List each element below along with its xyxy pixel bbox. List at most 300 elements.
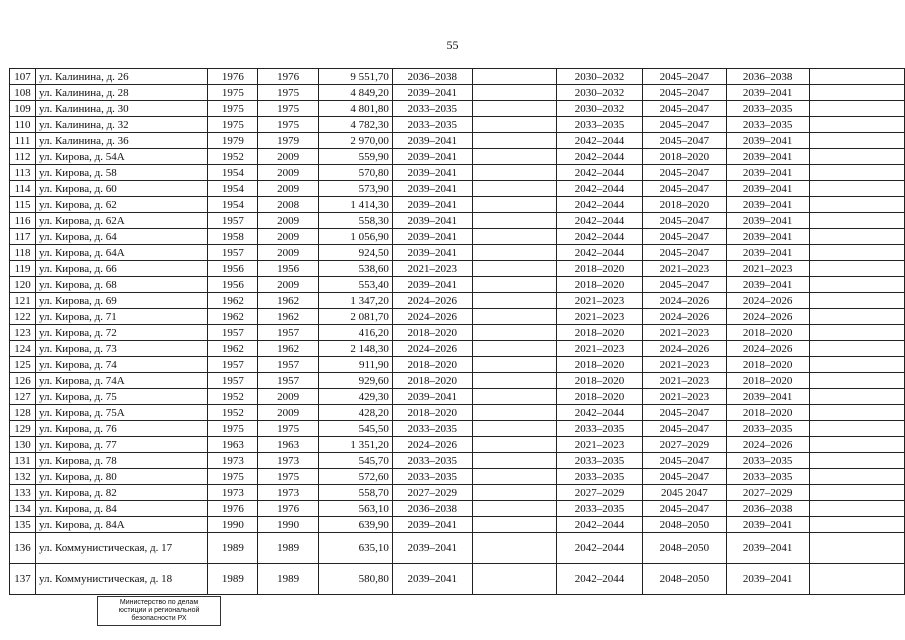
year-renovated-cell: 1956	[258, 261, 319, 277]
year-renovated-cell: 1957	[258, 357, 319, 373]
period-1-cell: 2039–2041	[392, 85, 472, 101]
address-cell: ул. Кирова, д. 64	[35, 229, 207, 245]
table-row	[10, 261, 905, 277]
address-cell: ул. Калинина, д. 30	[35, 101, 207, 117]
row-number-cell: 130	[10, 437, 36, 453]
table-row	[10, 197, 905, 213]
year-built-cell: 1973	[208, 485, 258, 501]
period-2-cell	[472, 101, 556, 117]
row-number-cell: 129	[10, 421, 36, 437]
period-4-cell: 2045–2047	[642, 501, 726, 517]
period-6-cell	[809, 405, 904, 421]
year-built-cell: 1975	[208, 421, 258, 437]
period-3-cell: 2042–2044	[557, 229, 643, 245]
period-5-cell: 2018–2020	[726, 405, 809, 421]
period-1-cell: 2018–2020	[392, 405, 472, 421]
period-5-cell: 2033–2035	[726, 117, 809, 133]
period-6-cell	[809, 373, 904, 389]
row-number-cell: 123	[10, 325, 36, 341]
period-5-cell: 2024–2026	[726, 437, 809, 453]
ministry-stamp	[97, 596, 221, 626]
area-cell: 545,70	[319, 453, 393, 469]
year-renovated-cell: 1975	[258, 85, 319, 101]
row-number-cell: 115	[10, 197, 36, 213]
year-built-cell: 1990	[208, 517, 258, 533]
period-1-cell: 2039–2041	[392, 389, 472, 405]
period-3-cell: 2033–2035	[557, 501, 643, 517]
period-3-cell: 2033–2035	[557, 421, 643, 437]
period-3-cell: 2033–2035	[557, 117, 643, 133]
year-built-cell: 1976	[208, 501, 258, 517]
address-cell: ул. Кирова, д. 75	[35, 389, 207, 405]
period-5-cell: 2039–2041	[726, 85, 809, 101]
period-2-cell	[472, 325, 556, 341]
period-1-cell: 2033–2035	[392, 117, 472, 133]
period-6-cell	[809, 69, 904, 85]
period-5-cell: 2039–2041	[726, 229, 809, 245]
period-6-cell	[809, 213, 904, 229]
year-renovated-cell: 1973	[258, 485, 319, 501]
period-3-cell: 2042–2044	[557, 165, 643, 181]
period-5-cell: 2039–2041	[726, 181, 809, 197]
row-number-cell: 118	[10, 245, 36, 261]
area-cell: 563,10	[319, 501, 393, 517]
year-built-cell: 1957	[208, 325, 258, 341]
period-4-cell: 2045–2047	[642, 405, 726, 421]
table-row	[10, 101, 905, 117]
period-3-cell: 2042–2044	[557, 133, 643, 149]
year-built-cell: 1954	[208, 197, 258, 213]
address-cell: ул. Кирова, д. 73	[35, 341, 207, 357]
year-renovated-cell: 1975	[258, 117, 319, 133]
table-row	[10, 213, 905, 229]
period-2-cell	[472, 533, 556, 564]
period-3-cell: 2042–2044	[557, 149, 643, 165]
period-1-cell: 2033–2035	[392, 101, 472, 117]
area-cell: 553,40	[319, 277, 393, 293]
period-1-cell: 2036–2038	[392, 69, 472, 85]
year-renovated-cell: 2009	[258, 181, 319, 197]
table-row	[10, 245, 905, 261]
period-5-cell: 2039–2041	[726, 133, 809, 149]
year-renovated-cell: 2009	[258, 405, 319, 421]
year-built-cell: 1962	[208, 309, 258, 325]
row-number-cell: 113	[10, 165, 36, 181]
address-cell: ул. Кирова, д. 84	[35, 501, 207, 517]
period-4-cell: 2045–2047	[642, 181, 726, 197]
period-1-cell: 2036–2038	[392, 501, 472, 517]
address-cell: ул. Калинина, д. 26	[35, 69, 207, 85]
address-cell: ул. Кирова, д. 62	[35, 197, 207, 213]
period-1-cell: 2039–2041	[392, 149, 472, 165]
year-built-cell: 1975	[208, 101, 258, 117]
period-3-cell: 2018–2020	[557, 325, 643, 341]
period-3-cell: 2042–2044	[557, 533, 643, 564]
row-number-cell: 124	[10, 341, 36, 357]
period-6-cell	[809, 501, 904, 517]
year-built-cell: 1975	[208, 469, 258, 485]
period-6-cell	[809, 133, 904, 149]
row-number-cell: 108	[10, 85, 36, 101]
period-2-cell	[472, 341, 556, 357]
year-renovated-cell: 1962	[258, 293, 319, 309]
table-row	[10, 485, 905, 501]
period-1-cell: 2039–2041	[392, 533, 472, 564]
period-5-cell: 2021–2023	[726, 261, 809, 277]
year-renovated-cell: 2009	[258, 389, 319, 405]
area-cell: 9 551,70	[319, 69, 393, 85]
area-cell: 2 148,30	[319, 341, 393, 357]
address-cell: ул. Кирова, д. 60	[35, 181, 207, 197]
housing-register-table	[9, 68, 905, 595]
address-cell: ул. Кирова, д. 82	[35, 485, 207, 501]
period-2-cell	[472, 293, 556, 309]
period-5-cell: 2036–2038	[726, 69, 809, 85]
area-cell: 558,70	[319, 485, 393, 501]
row-number-cell: 122	[10, 309, 36, 325]
table-row	[10, 149, 905, 165]
row-number-cell: 132	[10, 469, 36, 485]
period-3-cell: 2021–2023	[557, 293, 643, 309]
page-number: 55	[446, 38, 459, 52]
period-4-cell: 2045–2047	[642, 421, 726, 437]
period-2-cell	[472, 197, 556, 213]
row-number-cell: 107	[10, 69, 36, 85]
area-cell: 4 801,80	[319, 101, 393, 117]
period-6-cell	[809, 117, 904, 133]
period-1-cell: 2018–2020	[392, 357, 472, 373]
period-4-cell: 2045–2047	[642, 277, 726, 293]
period-5-cell: 2039–2041	[726, 213, 809, 229]
period-5-cell: 2039–2041	[726, 533, 809, 564]
period-5-cell: 2033–2035	[726, 469, 809, 485]
period-2-cell	[472, 437, 556, 453]
area-cell: 1 056,90	[319, 229, 393, 245]
period-1-cell: 2033–2035	[392, 469, 472, 485]
area-cell: 428,20	[319, 405, 393, 421]
area-cell: 572,60	[319, 469, 393, 485]
address-cell: ул. Коммунистическая, д. 17	[35, 533, 207, 564]
period-4-cell: 2024–2026	[642, 341, 726, 357]
period-6-cell	[809, 149, 904, 165]
row-number-cell: 125	[10, 357, 36, 373]
area-cell: 635,10	[319, 533, 393, 564]
table-row	[10, 293, 905, 309]
address-cell: ул. Кирова, д. 69	[35, 293, 207, 309]
period-2-cell	[472, 469, 556, 485]
year-built-cell: 1989	[208, 564, 258, 595]
area-cell: 929,60	[319, 373, 393, 389]
period-4-cell: 2045–2047	[642, 85, 726, 101]
period-6-cell	[809, 453, 904, 469]
period-6-cell	[809, 293, 904, 309]
area-cell: 558,30	[319, 213, 393, 229]
address-cell: ул. Кирова, д. 72	[35, 325, 207, 341]
period-4-cell: 2045–2047	[642, 213, 726, 229]
period-1-cell: 2018–2020	[392, 373, 472, 389]
year-renovated-cell: 1973	[258, 453, 319, 469]
address-cell: ул. Кирова, д. 64А	[35, 245, 207, 261]
table-row	[10, 165, 905, 181]
year-renovated-cell: 1963	[258, 437, 319, 453]
period-5-cell: 2039–2041	[726, 277, 809, 293]
year-built-cell: 1954	[208, 165, 258, 181]
area-cell: 911,90	[319, 357, 393, 373]
year-renovated-cell: 1979	[258, 133, 319, 149]
table-row	[10, 405, 905, 421]
period-5-cell: 2018–2020	[726, 325, 809, 341]
year-built-cell: 1952	[208, 149, 258, 165]
period-3-cell: 2021–2023	[557, 309, 643, 325]
period-4-cell: 2021–2023	[642, 325, 726, 341]
table-row	[10, 453, 905, 469]
row-number-cell: 133	[10, 485, 36, 501]
area-cell: 1 414,30	[319, 197, 393, 213]
period-3-cell: 2042–2044	[557, 213, 643, 229]
period-6-cell	[809, 564, 904, 595]
row-number-cell: 128	[10, 405, 36, 421]
address-cell: ул. Кирова, д. 58	[35, 165, 207, 181]
year-built-cell: 1952	[208, 389, 258, 405]
period-2-cell	[472, 165, 556, 181]
table-body	[10, 69, 905, 595]
table-row	[10, 309, 905, 325]
period-4-cell: 2045 2047	[642, 485, 726, 501]
address-cell: ул. Калинина, д. 36	[35, 133, 207, 149]
stamp-line-3: безопасности РХ	[131, 615, 187, 622]
address-cell: ул. Кирова, д. 80	[35, 469, 207, 485]
stamp-line-1: Министерство по делам	[119, 599, 199, 606]
table-row	[10, 133, 905, 149]
period-2-cell	[472, 421, 556, 437]
table-row	[10, 389, 905, 405]
year-renovated-cell: 1975	[258, 421, 319, 437]
period-2-cell	[472, 261, 556, 277]
row-number-cell: 120	[10, 277, 36, 293]
year-built-cell: 1976	[208, 69, 258, 85]
year-built-cell: 1956	[208, 261, 258, 277]
period-5-cell: 2039–2041	[726, 165, 809, 181]
year-renovated-cell: 2009	[258, 277, 319, 293]
period-1-cell: 2039–2041	[392, 181, 472, 197]
period-6-cell	[809, 101, 904, 117]
period-4-cell: 2045–2047	[642, 229, 726, 245]
period-6-cell	[809, 229, 904, 245]
row-number-cell: 121	[10, 293, 36, 309]
period-1-cell: 2039–2041	[392, 277, 472, 293]
period-5-cell: 2024–2026	[726, 293, 809, 309]
address-cell: ул. Коммунистическая, д. 18	[35, 564, 207, 595]
period-4-cell: 2021–2023	[642, 373, 726, 389]
year-renovated-cell: 1989	[258, 533, 319, 564]
year-built-cell: 1956	[208, 277, 258, 293]
year-renovated-cell: 1976	[258, 69, 319, 85]
period-2-cell	[472, 117, 556, 133]
period-5-cell: 2039–2041	[726, 245, 809, 261]
period-1-cell: 2039–2041	[392, 165, 472, 181]
period-2-cell	[472, 517, 556, 533]
table-row	[10, 564, 905, 595]
period-4-cell: 2048–2050	[642, 564, 726, 595]
period-5-cell: 2018–2020	[726, 373, 809, 389]
year-renovated-cell: 1962	[258, 309, 319, 325]
period-4-cell: 2027–2029	[642, 437, 726, 453]
year-built-cell: 1952	[208, 405, 258, 421]
period-6-cell	[809, 197, 904, 213]
period-2-cell	[472, 501, 556, 517]
period-2-cell	[472, 85, 556, 101]
year-renovated-cell: 2009	[258, 165, 319, 181]
period-4-cell: 2018–2020	[642, 197, 726, 213]
area-cell: 580,80	[319, 564, 393, 595]
period-1-cell: 2024–2026	[392, 437, 472, 453]
table-row	[10, 373, 905, 389]
period-5-cell: 2024–2026	[726, 309, 809, 325]
period-4-cell: 2045–2047	[642, 245, 726, 261]
period-3-cell: 2030–2032	[557, 85, 643, 101]
period-1-cell: 2039–2041	[392, 564, 472, 595]
period-5-cell: 2027–2029	[726, 485, 809, 501]
period-3-cell: 2042–2044	[557, 197, 643, 213]
period-6-cell	[809, 517, 904, 533]
period-2-cell	[472, 405, 556, 421]
table-row	[10, 181, 905, 197]
period-3-cell: 2018–2020	[557, 373, 643, 389]
area-cell: 1 347,20	[319, 293, 393, 309]
period-3-cell: 2033–2035	[557, 453, 643, 469]
period-2-cell	[472, 309, 556, 325]
period-2-cell	[472, 229, 556, 245]
period-3-cell: 2021–2023	[557, 437, 643, 453]
area-cell: 2 081,70	[319, 309, 393, 325]
period-6-cell	[809, 245, 904, 261]
address-cell: ул. Кирова, д. 77	[35, 437, 207, 453]
year-built-cell: 1975	[208, 85, 258, 101]
table-row	[10, 501, 905, 517]
area-cell: 538,60	[319, 261, 393, 277]
period-6-cell	[809, 341, 904, 357]
year-built-cell: 1979	[208, 133, 258, 149]
period-5-cell: 2033–2035	[726, 421, 809, 437]
area-cell: 4 849,20	[319, 85, 393, 101]
year-renovated-cell: 1962	[258, 341, 319, 357]
year-built-cell: 1963	[208, 437, 258, 453]
period-6-cell	[809, 485, 904, 501]
period-6-cell	[809, 469, 904, 485]
area-cell: 416,20	[319, 325, 393, 341]
year-renovated-cell: 1989	[258, 564, 319, 595]
year-built-cell: 1958	[208, 229, 258, 245]
period-5-cell: 2018–2020	[726, 357, 809, 373]
period-4-cell: 2048–2050	[642, 533, 726, 564]
period-5-cell: 2036–2038	[726, 501, 809, 517]
row-number-cell: 135	[10, 517, 36, 533]
period-6-cell	[809, 261, 904, 277]
table-row	[10, 469, 905, 485]
period-1-cell: 2039–2041	[392, 197, 472, 213]
period-3-cell: 2042–2044	[557, 405, 643, 421]
table-row	[10, 421, 905, 437]
period-4-cell: 2018–2020	[642, 149, 726, 165]
address-cell: ул. Кирова, д. 68	[35, 277, 207, 293]
address-cell: ул. Кирова, д. 71	[35, 309, 207, 325]
period-1-cell: 2024–2026	[392, 341, 472, 357]
year-built-cell: 1989	[208, 533, 258, 564]
period-4-cell: 2021–2023	[642, 357, 726, 373]
period-2-cell	[472, 485, 556, 501]
period-4-cell: 2045–2047	[642, 101, 726, 117]
stamp-line-2: юстиции и региональной	[118, 607, 200, 614]
table-row	[10, 325, 905, 341]
period-2-cell	[472, 245, 556, 261]
table-row	[10, 117, 905, 133]
period-3-cell: 2030–2032	[557, 69, 643, 85]
table-row	[10, 341, 905, 357]
period-3-cell: 2030–2032	[557, 101, 643, 117]
period-3-cell: 2018–2020	[557, 277, 643, 293]
year-renovated-cell: 2009	[258, 245, 319, 261]
period-3-cell: 2033–2035	[557, 469, 643, 485]
period-4-cell: 2021–2023	[642, 261, 726, 277]
year-built-cell: 1973	[208, 453, 258, 469]
row-number-cell: 112	[10, 149, 36, 165]
period-6-cell	[809, 325, 904, 341]
period-2-cell	[472, 564, 556, 595]
area-cell: 545,50	[319, 421, 393, 437]
area-cell: 559,90	[319, 149, 393, 165]
period-4-cell: 2045–2047	[642, 133, 726, 149]
year-renovated-cell: 2009	[258, 229, 319, 245]
period-6-cell	[809, 357, 904, 373]
period-3-cell: 2021–2023	[557, 341, 643, 357]
year-renovated-cell: 2009	[258, 149, 319, 165]
period-3-cell: 2018–2020	[557, 357, 643, 373]
address-cell: ул. Кирова, д. 62А	[35, 213, 207, 229]
period-5-cell: 2033–2035	[726, 101, 809, 117]
period-4-cell: 2048–2050	[642, 517, 726, 533]
period-6-cell	[809, 309, 904, 325]
area-cell: 639,90	[319, 517, 393, 533]
row-number-cell: 109	[10, 101, 36, 117]
period-2-cell	[472, 181, 556, 197]
row-number-cell: 110	[10, 117, 36, 133]
row-number-cell: 119	[10, 261, 36, 277]
year-renovated-cell: 2009	[258, 213, 319, 229]
period-4-cell: 2045–2047	[642, 165, 726, 181]
period-2-cell	[472, 213, 556, 229]
table-row	[10, 437, 905, 453]
year-renovated-cell: 2008	[258, 197, 319, 213]
area-cell: 924,50	[319, 245, 393, 261]
table-row	[10, 533, 905, 564]
period-6-cell	[809, 181, 904, 197]
period-1-cell: 2039–2041	[392, 245, 472, 261]
period-2-cell	[472, 373, 556, 389]
table-row	[10, 69, 905, 85]
period-1-cell: 2033–2035	[392, 453, 472, 469]
period-5-cell: 2033–2035	[726, 453, 809, 469]
row-number-cell: 117	[10, 229, 36, 245]
address-cell: ул. Кирова, д. 74	[35, 357, 207, 373]
period-6-cell	[809, 277, 904, 293]
year-built-cell: 1975	[208, 117, 258, 133]
area-cell: 4 782,30	[319, 117, 393, 133]
period-1-cell: 2024–2026	[392, 309, 472, 325]
period-2-cell	[472, 133, 556, 149]
period-4-cell: 2045–2047	[642, 117, 726, 133]
address-cell: ул. Кирова, д. 75А	[35, 405, 207, 421]
year-renovated-cell: 1975	[258, 101, 319, 117]
